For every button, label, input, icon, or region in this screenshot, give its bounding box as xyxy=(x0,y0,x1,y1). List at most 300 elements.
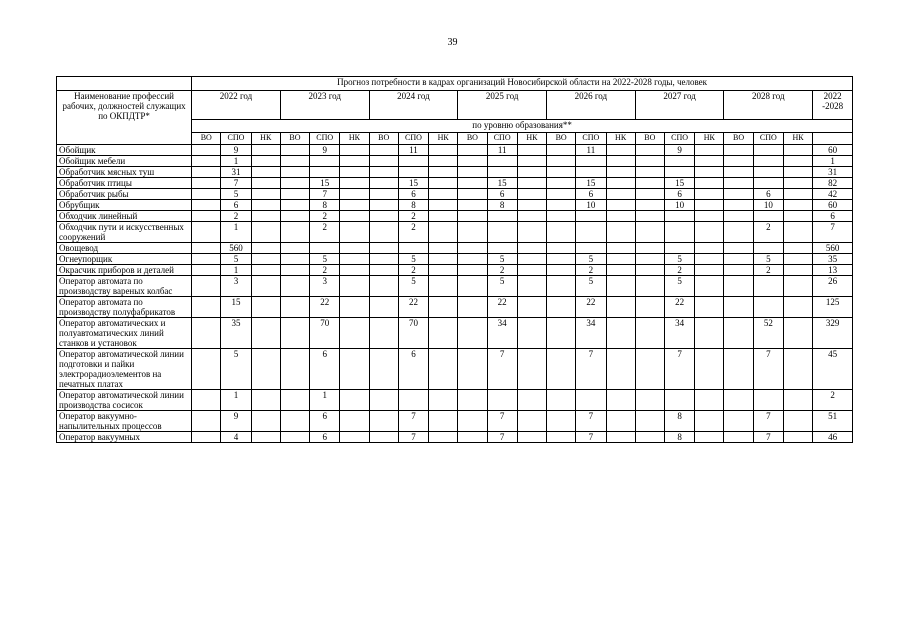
education-subheader: СПО xyxy=(664,133,694,145)
table-cell xyxy=(458,145,487,156)
table-cell: 7 xyxy=(576,411,606,432)
table-cell xyxy=(635,189,664,200)
table-cell xyxy=(635,411,664,432)
table-cell xyxy=(340,178,369,189)
profession-name: Оператор автоматической линии производства сосисок xyxy=(57,390,192,411)
table-cell xyxy=(547,318,576,349)
table-cell xyxy=(724,276,753,297)
profession-name: Оператор автомата по производству полуфабрикатов xyxy=(57,297,192,318)
education-subheader: СПО xyxy=(753,133,783,145)
table-cell xyxy=(724,318,753,349)
table-cell: 6 xyxy=(753,189,783,200)
table-cell xyxy=(369,432,398,443)
table-cell xyxy=(753,145,783,156)
table-cell: 5 xyxy=(753,254,783,265)
table-cell xyxy=(280,211,309,222)
table-cell xyxy=(695,243,724,254)
education-subheader: СПО xyxy=(221,133,251,145)
table-cell xyxy=(340,254,369,265)
table-cell xyxy=(606,432,635,443)
table-cell xyxy=(310,156,340,167)
table-cell: 7 xyxy=(221,178,251,189)
table-cell xyxy=(606,200,635,211)
table-cell xyxy=(340,432,369,443)
table-cell xyxy=(724,297,753,318)
education-subheader: НК xyxy=(340,133,369,145)
table-cell xyxy=(547,411,576,432)
table-cell: 1 xyxy=(221,265,251,276)
table-cell xyxy=(547,432,576,443)
row-total: 13 xyxy=(813,265,853,276)
table-cell: 10 xyxy=(576,200,606,211)
table-cell: 2 xyxy=(310,222,340,243)
table-cell xyxy=(547,265,576,276)
table-cell: 7 xyxy=(753,432,783,443)
table-cell xyxy=(695,222,724,243)
table-cell: 5 xyxy=(576,276,606,297)
table-cell xyxy=(547,276,576,297)
table-cell xyxy=(251,254,280,265)
table-cell xyxy=(369,390,398,411)
table-cell xyxy=(606,265,635,276)
table-cell xyxy=(635,211,664,222)
table-cell xyxy=(369,200,398,211)
table-cell xyxy=(606,297,635,318)
table-cell: 11 xyxy=(576,145,606,156)
table-cell xyxy=(517,178,546,189)
table-cell: 7 xyxy=(753,349,783,390)
table-row xyxy=(57,211,853,222)
education-subheader: ВО xyxy=(369,133,398,145)
table-cell xyxy=(606,349,635,390)
table-row xyxy=(57,200,853,211)
education-subheader: СПО xyxy=(398,133,428,145)
table-cell xyxy=(606,167,635,178)
table-cell: 7 xyxy=(664,349,694,390)
table-cell xyxy=(695,167,724,178)
table-cell: 34 xyxy=(487,318,517,349)
table-cell xyxy=(429,390,458,411)
table-cell xyxy=(398,156,428,167)
table-cell xyxy=(753,211,783,222)
table-cell xyxy=(369,145,398,156)
table-cell xyxy=(724,189,753,200)
table-cell xyxy=(724,349,753,390)
table-cell xyxy=(517,222,546,243)
table-cell xyxy=(783,145,812,156)
table-cell xyxy=(606,178,635,189)
table-cell xyxy=(192,189,221,200)
year-header: 2028 год xyxy=(724,91,813,120)
table-cell xyxy=(429,265,458,276)
table-cell xyxy=(635,390,664,411)
table-cell xyxy=(429,297,458,318)
education-subheader: НК xyxy=(517,133,546,145)
table-cell xyxy=(251,276,280,297)
table-cell xyxy=(429,167,458,178)
table-cell xyxy=(695,349,724,390)
table-cell xyxy=(280,276,309,297)
table-cell: 1 xyxy=(221,156,251,167)
education-level-header: по уровню образования** xyxy=(192,120,853,133)
table-cell xyxy=(635,222,664,243)
table-cell: 15 xyxy=(487,178,517,189)
education-subheader: НК xyxy=(695,133,724,145)
table-cell xyxy=(251,211,280,222)
education-subheader: НК xyxy=(251,133,280,145)
education-subheader: СПО xyxy=(487,133,517,145)
table-cell xyxy=(280,189,309,200)
table-cell xyxy=(517,432,546,443)
table-cell xyxy=(310,243,340,254)
table-cell xyxy=(517,145,546,156)
table-cell xyxy=(429,318,458,349)
total-header: 2022 -2028 xyxy=(813,91,853,120)
row-total: 82 xyxy=(813,178,853,189)
table-cell xyxy=(340,411,369,432)
table-cell xyxy=(192,411,221,432)
workforce-forecast-table xyxy=(56,76,853,443)
table-row xyxy=(57,390,853,411)
table-cell xyxy=(547,178,576,189)
table-cell: 2 xyxy=(753,265,783,276)
table-cell: 11 xyxy=(398,145,428,156)
table-cell xyxy=(517,349,546,390)
table-cell xyxy=(783,200,812,211)
table-cell: 1 xyxy=(221,222,251,243)
table-row xyxy=(57,156,853,167)
table-cell: 2 xyxy=(576,265,606,276)
table-cell: 8 xyxy=(398,200,428,211)
table-cell xyxy=(517,254,546,265)
education-subheader: НК xyxy=(783,133,812,145)
table-cell: 6 xyxy=(664,189,694,200)
name-header: Наименование профессий рабочих, должностей служащих по ОКПДТР* xyxy=(57,91,192,145)
table-cell: 9 xyxy=(310,145,340,156)
table-cell xyxy=(251,189,280,200)
table-cell xyxy=(576,156,606,167)
table-cell xyxy=(783,265,812,276)
table-row xyxy=(57,222,853,243)
table-cell xyxy=(340,265,369,276)
table-row xyxy=(57,349,853,390)
table-cell: 70 xyxy=(398,318,428,349)
table-cell xyxy=(635,200,664,211)
table-cell: 70 xyxy=(310,318,340,349)
table-cell xyxy=(458,211,487,222)
table-cell xyxy=(429,276,458,297)
table-cell xyxy=(606,243,635,254)
table-cell: 5 xyxy=(221,349,251,390)
table-cell: 560 xyxy=(221,243,251,254)
table-cell xyxy=(369,411,398,432)
table-cell xyxy=(429,178,458,189)
year-header: 2022 год xyxy=(192,91,281,120)
table-cell: 11 xyxy=(487,145,517,156)
table-cell xyxy=(664,243,694,254)
table-cell xyxy=(251,167,280,178)
row-total: 125 xyxy=(813,297,853,318)
table-cell xyxy=(192,297,221,318)
table-cell xyxy=(517,211,546,222)
table-cell xyxy=(429,200,458,211)
table-cell xyxy=(606,254,635,265)
table-cell: 6 xyxy=(310,349,340,390)
table-cell xyxy=(280,145,309,156)
table-cell xyxy=(487,222,517,243)
table-cell xyxy=(429,189,458,200)
table-cell xyxy=(340,390,369,411)
table-cell xyxy=(724,145,753,156)
table-row xyxy=(57,276,853,297)
table-cell xyxy=(369,349,398,390)
table-cell xyxy=(547,145,576,156)
row-total: 35 xyxy=(813,254,853,265)
table-cell xyxy=(192,390,221,411)
table-cell xyxy=(664,167,694,178)
profession-name: Оператор автоматической линии подготовки и пайки электрорадиоэлементов на печатных платах xyxy=(57,349,192,390)
table-cell xyxy=(458,318,487,349)
table-cell xyxy=(458,200,487,211)
table-cell: 10 xyxy=(753,200,783,211)
table-cell: 9 xyxy=(664,145,694,156)
table-cell xyxy=(783,318,812,349)
table-cell xyxy=(398,167,428,178)
table-cell xyxy=(606,276,635,297)
table-cell: 22 xyxy=(664,297,694,318)
table-cell: 22 xyxy=(487,297,517,318)
table-cell xyxy=(251,265,280,276)
page-number: 39 xyxy=(447,37,458,48)
education-subheader: ВО xyxy=(724,133,753,145)
table-cell xyxy=(192,200,221,211)
table-cell: 6 xyxy=(398,349,428,390)
table-cell xyxy=(251,411,280,432)
table-cell xyxy=(429,222,458,243)
table-cell xyxy=(517,189,546,200)
table-cell xyxy=(429,349,458,390)
table-cell xyxy=(429,145,458,156)
table-cell: 6 xyxy=(576,189,606,200)
table-cell xyxy=(280,156,309,167)
table-cell xyxy=(517,156,546,167)
table-cell xyxy=(783,156,812,167)
education-subheader: ВО xyxy=(635,133,664,145)
table-cell xyxy=(192,243,221,254)
profession-name: Обойщик мебели xyxy=(57,156,192,167)
table-cell xyxy=(635,243,664,254)
table-cell xyxy=(517,265,546,276)
table-cell xyxy=(340,156,369,167)
table-cell xyxy=(724,243,753,254)
row-total: 26 xyxy=(813,276,853,297)
profession-name: Обходчик пути и искусственных сооружений xyxy=(57,222,192,243)
table-cell xyxy=(192,178,221,189)
table-cell xyxy=(369,243,398,254)
table-cell xyxy=(783,349,812,390)
table-cell xyxy=(280,318,309,349)
table-cell xyxy=(635,178,664,189)
table-cell: 5 xyxy=(398,254,428,265)
table-cell xyxy=(517,411,546,432)
table-cell xyxy=(517,243,546,254)
table-cell xyxy=(192,211,221,222)
table-cell: 9 xyxy=(221,145,251,156)
table-cell xyxy=(280,432,309,443)
table-cell xyxy=(340,222,369,243)
table-cell: 8 xyxy=(310,200,340,211)
table-cell: 15 xyxy=(576,178,606,189)
table-cell xyxy=(606,390,635,411)
table-cell xyxy=(783,411,812,432)
table-cell xyxy=(724,265,753,276)
table-cell xyxy=(340,167,369,178)
table-cell xyxy=(517,318,546,349)
table-cell: 15 xyxy=(664,178,694,189)
table-cell: 3 xyxy=(221,276,251,297)
table-cell xyxy=(783,297,812,318)
table-cell xyxy=(576,243,606,254)
table-cell: 22 xyxy=(310,297,340,318)
table-cell xyxy=(517,200,546,211)
table-cell xyxy=(783,276,812,297)
table-cell xyxy=(458,265,487,276)
table-cell xyxy=(398,243,428,254)
table-cell: 7 xyxy=(576,349,606,390)
table-cell xyxy=(369,156,398,167)
table-cell xyxy=(487,243,517,254)
table-cell xyxy=(635,349,664,390)
table-cell xyxy=(724,211,753,222)
table-cell xyxy=(398,390,428,411)
table-cell xyxy=(547,254,576,265)
table-cell xyxy=(251,349,280,390)
table-cell xyxy=(576,222,606,243)
table-cell: 1 xyxy=(310,390,340,411)
year-header: 2026 год xyxy=(547,91,636,120)
table-cell xyxy=(487,390,517,411)
table-cell xyxy=(783,189,812,200)
table-cell: 6 xyxy=(487,189,517,200)
table-row xyxy=(57,189,853,200)
table-cell xyxy=(635,276,664,297)
table-cell xyxy=(192,318,221,349)
table-cell xyxy=(369,265,398,276)
table-cell xyxy=(695,265,724,276)
table-cell xyxy=(753,297,783,318)
profession-name: Оператор вакуумно-напылительных процессов xyxy=(57,411,192,432)
profession-name: Оператор автомата по производству вареных колбас xyxy=(57,276,192,297)
row-total: 1 xyxy=(813,156,853,167)
table-cell xyxy=(340,145,369,156)
table-cell xyxy=(280,167,309,178)
table-cell xyxy=(280,411,309,432)
table-cell xyxy=(724,178,753,189)
table-cell xyxy=(695,200,724,211)
row-total: 31 xyxy=(813,167,853,178)
table-cell: 6 xyxy=(310,411,340,432)
table-cell xyxy=(783,243,812,254)
year-header: 2023 год xyxy=(280,91,369,120)
row-total: 42 xyxy=(813,189,853,200)
table-cell xyxy=(192,432,221,443)
table-row xyxy=(57,167,853,178)
table-cell xyxy=(458,349,487,390)
table-cell xyxy=(606,411,635,432)
table-row xyxy=(57,145,853,156)
table-cell: 2 xyxy=(398,222,428,243)
table-cell xyxy=(369,189,398,200)
table-cell xyxy=(783,254,812,265)
table-cell xyxy=(606,156,635,167)
table-cell xyxy=(429,156,458,167)
table-cell: 22 xyxy=(576,297,606,318)
table-cell xyxy=(753,276,783,297)
table-cell: 5 xyxy=(221,254,251,265)
table-cell: 7 xyxy=(310,189,340,200)
table-cell xyxy=(664,222,694,243)
table-cell xyxy=(606,318,635,349)
year-header: 2024 год xyxy=(369,91,458,120)
table-cell xyxy=(724,156,753,167)
row-total: 45 xyxy=(813,349,853,390)
table-cell: 9 xyxy=(221,411,251,432)
table-cell: 34 xyxy=(664,318,694,349)
year-header: 2027 год xyxy=(635,91,724,120)
table-cell xyxy=(369,167,398,178)
table-cell: 2 xyxy=(398,211,428,222)
table-cell xyxy=(251,297,280,318)
table-cell: 3 xyxy=(310,276,340,297)
table-cell xyxy=(458,222,487,243)
table-cell xyxy=(369,211,398,222)
table-cell xyxy=(251,156,280,167)
table-cell xyxy=(251,145,280,156)
table-row xyxy=(57,297,853,318)
table-cell xyxy=(192,167,221,178)
profession-name: Огнеупорщик xyxy=(57,254,192,265)
table-cell: 2 xyxy=(221,211,251,222)
profession-name: Обработчик птицы xyxy=(57,178,192,189)
row-total: 6 xyxy=(813,211,853,222)
education-subheader: ВО xyxy=(280,133,309,145)
table-cell xyxy=(635,432,664,443)
table-cell xyxy=(369,276,398,297)
profession-name: Оператор автоматических и полуавтоматических линий станков и установок xyxy=(57,318,192,349)
table-cell xyxy=(429,254,458,265)
table-cell xyxy=(458,297,487,318)
table-cell xyxy=(251,390,280,411)
table-cell xyxy=(547,297,576,318)
table-cell: 2 xyxy=(310,265,340,276)
table-cell xyxy=(695,276,724,297)
row-total: 60 xyxy=(813,145,853,156)
table-cell xyxy=(635,156,664,167)
table-cell: 5 xyxy=(221,189,251,200)
table-cell xyxy=(753,156,783,167)
row-total: 329 xyxy=(813,318,853,349)
table-cell xyxy=(695,297,724,318)
table-cell xyxy=(695,390,724,411)
table-cell xyxy=(429,243,458,254)
table-cell xyxy=(280,200,309,211)
table-cell xyxy=(340,200,369,211)
profession-name: Обработчик мясных туш xyxy=(57,167,192,178)
table-cell xyxy=(635,167,664,178)
table-cell xyxy=(695,211,724,222)
table-cell xyxy=(783,222,812,243)
table-cell xyxy=(487,167,517,178)
